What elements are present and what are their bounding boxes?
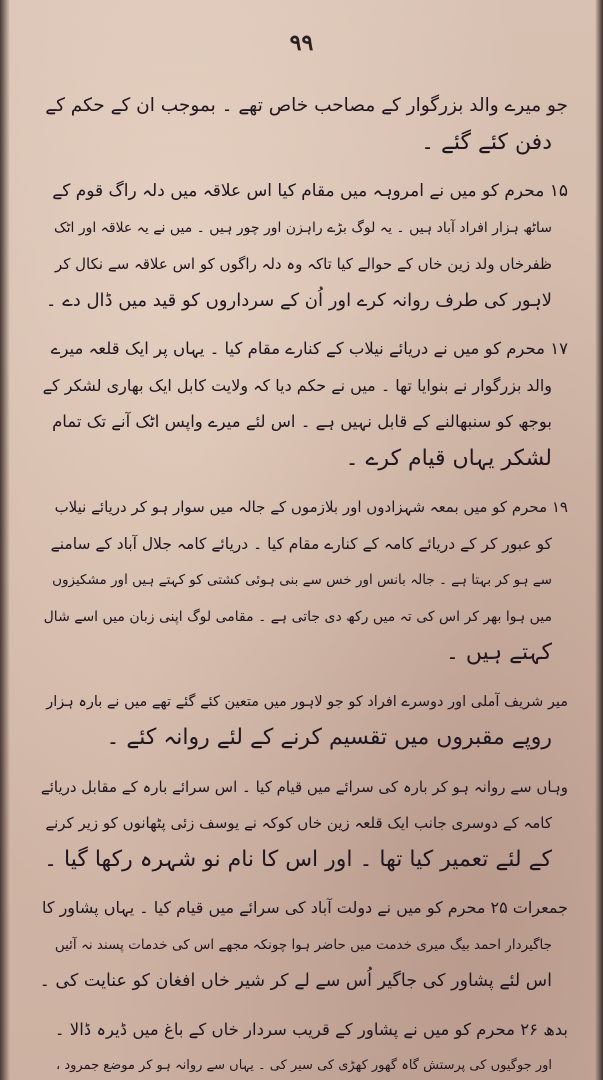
page-number: ۹۹	[289, 30, 314, 56]
text-line: بدھ ۲۶ محرم کو میں نے پشاور کے قریب سردار خاں کے باغ میں ڈیرہ ڈالا ۔	[54, 1019, 568, 1039]
paragraph	[40, 88, 568, 161]
text-line: ۱۹ محرم کو میں بمعہ شہزادوں اور بلازموں کے جالہ میں سوار ہو کر دریائے نیلاب	[54, 498, 568, 516]
text-line: اور جوگیوں کی پرستش گاہ گھور کھڑی کی سیر کی ۔ یہاں سے روانہ ہو کر موضع جمرود ،	[56, 1058, 552, 1073]
text-line: والد بزرگوار نے بنوایا تھا ۔ میں نے حکم دیا کہ ولایت کابل ایک بھاری لشکر کے	[42, 375, 552, 395]
paragraph	[40, 769, 568, 879]
text-line: میر شریف آملی اور دوسرے افراد کو جو لاہور میں متعین کئے گئے تھے میں نے بارہ ہزار	[46, 693, 568, 710]
text-line: کے لئے تعمیر کیا تھا ۔ اور اس کا نام نو شہرہ رکھا گیا ۔	[44, 846, 552, 872]
paragraph	[40, 489, 568, 672]
text-line: کو عبور کر کے دریائے کامہ کے کنارے مقام کیا ۔ دریائے کامہ جلال آباد کے سامنے	[50, 534, 552, 553]
text-line: روپے مقبروں میں تقسیم کرنے کے لئے روانہ کئے ۔	[106, 725, 552, 750]
text-line: لشکر یہاں قیام کرے ۔	[345, 445, 552, 471]
page-body-text	[40, 88, 568, 1080]
text-line: ۱۷ محرم کو میں نے دریائے نیلاب کے کنارے مقام کیا ۔ یہاں پر ایک قلعہ میرے	[50, 339, 568, 358]
text-line: اس لئے پشاور کی جاگیر اُس سے لے کر شیر خاں افغان کو عنایت کی ۔	[40, 971, 552, 991]
text-line: ۱۵ محرم کو میں نے امروہہ میں مقام کیا اس علاقہ میں دلہ راگ قوم کے	[52, 181, 568, 201]
text-line: سے ہو کر بہتا ہے ۔ جالہ بانس اور خس سے بنی ہوئی کشتی کو کہتے ہیں اور مشکیزوں	[52, 572, 552, 588]
paragraph	[40, 173, 568, 319]
text-line: دفن کئے گئے ۔	[421, 129, 552, 155]
text-line: جمعرات ۲۵ محرم کو میں نے دولت آباد کی سرائے میں قیام کیا ۔ یہاں پشاور کا	[41, 898, 568, 917]
text-line: ظفرخاں ولد زین خاں کے حوالے کیا تاکہ وہ دلہ راگوں کو اس علاقہ سے نکال کر	[54, 255, 552, 273]
text-line: وہاں سے روانہ ہو کر بارہ کی سرائے میں قیام کیا ۔ اس سرائے بارہ کے مقابل دریائے	[40, 777, 568, 796]
text-line: لاہور کی طرف روانہ کرے اور اُن کے سرداروں کو قید میں ڈال دے ۔	[45, 289, 552, 311]
text-line: ساٹھ ہزار افراد آباد ہیں ۔ یہ لوگ بڑے راہزن اور چور ہیں ۔ میں نے یہ علاقہ اور اٹک	[54, 219, 552, 236]
paragraph	[40, 331, 568, 477]
text-line: جاگیردار احمد بیگ میری خدمت میں حاضر ہوا چونکہ مجھے اس کی خدمات پسند نہ آئیں	[54, 936, 552, 953]
text-line: کامہ کے دوسری جانب ایک قلعہ زین خاں کوکہ نے یوسف زئی پٹھانوں کو زیر کرنے	[45, 814, 552, 832]
text-line: میں ہوا بھر کر اس کی تہ میں رکھ دی جاتی ہے ۔ مقامی لوگ اپنی زبان میں اسے شال	[43, 608, 552, 625]
paragraph	[40, 1012, 568, 1080]
paragraph	[40, 684, 568, 757]
page-right-edge-shadow	[595, 0, 603, 1080]
page-left-edge-shadow	[0, 0, 10, 1080]
text-line: بوجھ کو سنبھالنے کے قابل نہیں ہے ۔ اس لئے میرے واپس اٹک آنے تک تمام	[52, 412, 552, 431]
text-line: جو میرے والد بزرگوار کے مصاحب خاص تھے ۔ بموجب ان کے حکم کے	[45, 95, 568, 116]
paragraph	[40, 890, 568, 1000]
text-line: کہتے ہیں ۔	[445, 640, 552, 665]
